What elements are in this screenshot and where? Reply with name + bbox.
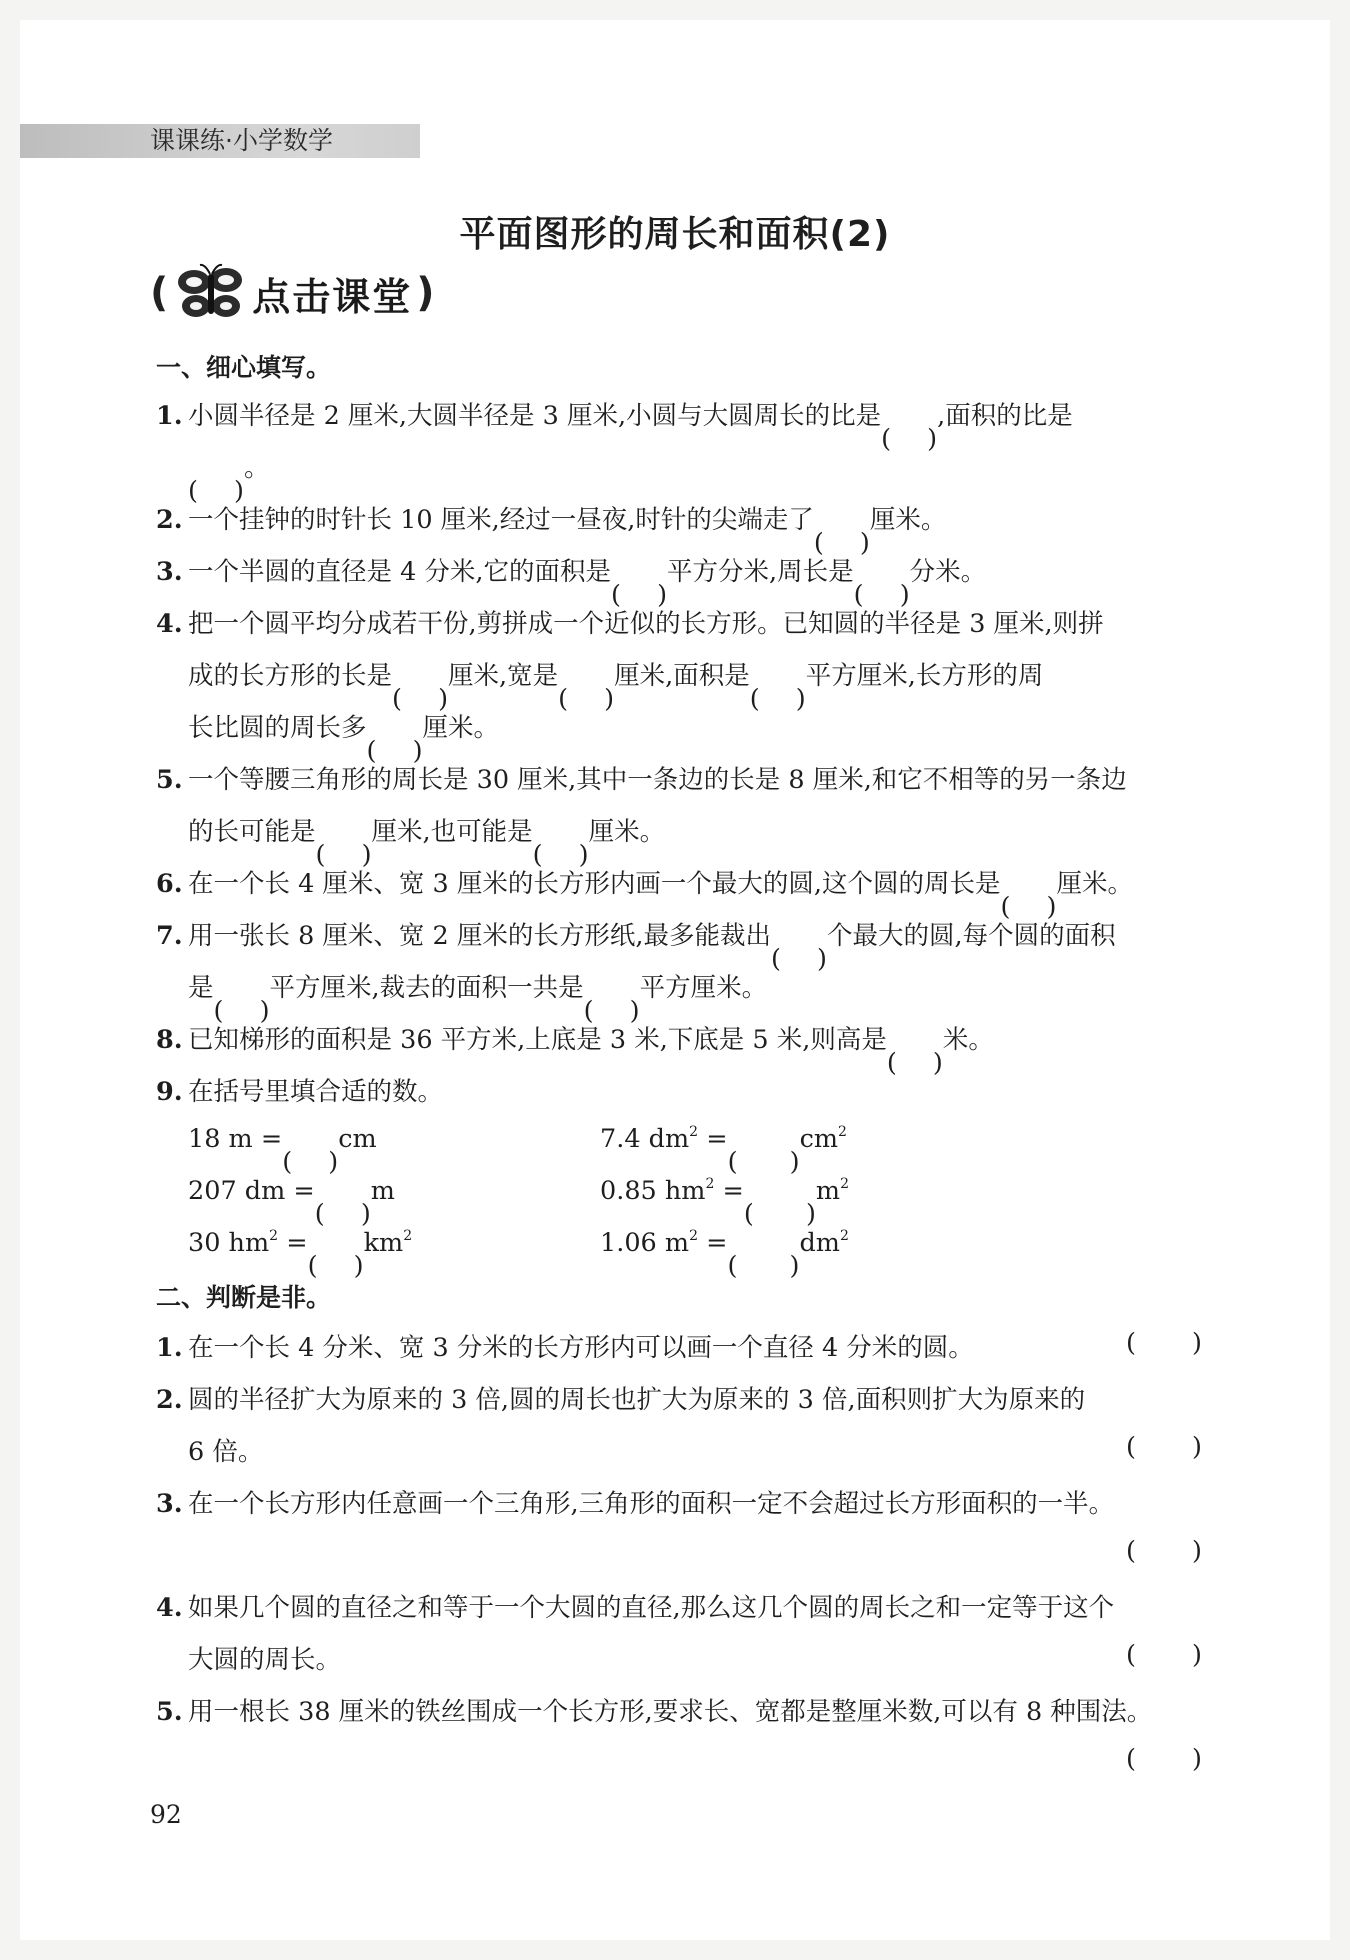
s1-q5-line1: 5. 一个等腰三角形的周长是 30 厘米,其中一条边的长是 8 厘米,和它不相等的另一条边 (156, 765, 1127, 795)
s1-q4-line1: 4. 把一个圆平均分成若干份,剪拼成一个近似的长方形。已知圆的半径是 3 厘米,则拼 (156, 609, 1104, 639)
conversion-6: 1.06 $m^2 = dm^2$ (600, 1228, 849, 1258)
s2-q4-line1: 4. 如果几个圆的直径之和等于一个大圆的直径,那么这几个圆的周长之和一定等于这个 (156, 1593, 1115, 1623)
conversion-3: 207 dm = m (188, 1176, 395, 1206)
s2-q1: 1. 在一个长 4 分米、宽 3 分米的长方形内可以画一个直径 4 分米的圆。 (156, 1333, 974, 1363)
section-banner (150, 262, 435, 324)
s2-q2-line2: 6 倍。 (188, 1437, 264, 1467)
s1-q1-line2: 。 (244, 453, 270, 483)
banner-right-bracket: ) (416, 270, 435, 316)
conversion-5: 30 $hm^2 = km^2$ (188, 1228, 413, 1258)
s2-q3: 3. 在一个长方形内任意画一个三角形,三角形的面积一定不会超过长方形面积的一半。 (156, 1489, 1115, 1519)
banner-label: 点击课堂 (252, 274, 413, 319)
s1-q7-line2: 是 平方厘米,裁去的面积一共是 平方厘米。 (188, 973, 768, 1003)
s2-q2-line1: 2. 圆的半径扩大为原来的 3 倍,圆的周长也扩大为原来的 3 倍,面积则扩大为原来的 (156, 1385, 1086, 1415)
s2-q4-line2: 大圆的周长。 (188, 1645, 342, 1675)
s1-q2: 2. 一个挂钟的时针长 10 厘米,经过一昼夜,时针的尖端走了 厘米。 (156, 505, 947, 535)
s2-q5: 5. 用一根长 38 厘米的铁丝围成一个长方形,要求长、宽都是整厘米数,可以有 8 种围法。 (156, 1697, 1153, 1727)
s1-q8: 8. 已知梯形的面积是 36 平方米,上底是 3 米,下底是 5 米,则高是 米。 (156, 1025, 994, 1055)
s1-q4-line2: 成的长方形的长是 厘米,宽是 厘米,面积是 平方厘米,长方形的周 (188, 661, 1044, 691)
s1-q9: 9. 在括号里填合适的数。 (156, 1077, 444, 1107)
section2-heading: 二、判断是非。 (156, 1283, 332, 1312)
s1-q6: 6. 在一个长 4 厘米、宽 3 厘米的长方形内画一个最大的圆,这个圆的周长是 厘米。 (156, 869, 1133, 899)
s1-q7-line1: 7. 用一张长 8 厘米、宽 2 厘米的长方形纸,最多能裁出 个最大的圆,每个圆的面积 (156, 921, 1116, 951)
conversion-4: 0.85 $hm^2 = m^2$ (600, 1176, 850, 1206)
page-title: 平面图形的周长和面积(2) (459, 214, 891, 255)
s1-q3: 3. 一个半圆的直径是 4 分米,它的面积是 平方分米,周长是 分米。 (156, 557, 987, 587)
s1-q4-line3: 长比圆的周长多 厘米。 (188, 713, 500, 743)
banner-left-bracket: ( (150, 270, 169, 316)
book-header: 课课练·小学数学 (150, 126, 333, 155)
page-number: 92 (150, 1800, 182, 1829)
conversion-1: 18 m = cm (188, 1124, 377, 1154)
conversion-2: 7.4 $dm^2 = cm^2$ (600, 1124, 847, 1154)
butterfly-icon (172, 262, 250, 324)
s1-q5-line2: 的长可能是 厘米,也可能是 厘米。 (188, 817, 666, 847)
s1-q1-line1: 1. 小圆半径是 2 厘米,大圆半径是 3 厘米,小圆与大圆周长的比是 ,面积的比是 (156, 401, 1073, 431)
section1-heading: 一、细心填写。 (156, 353, 332, 382)
